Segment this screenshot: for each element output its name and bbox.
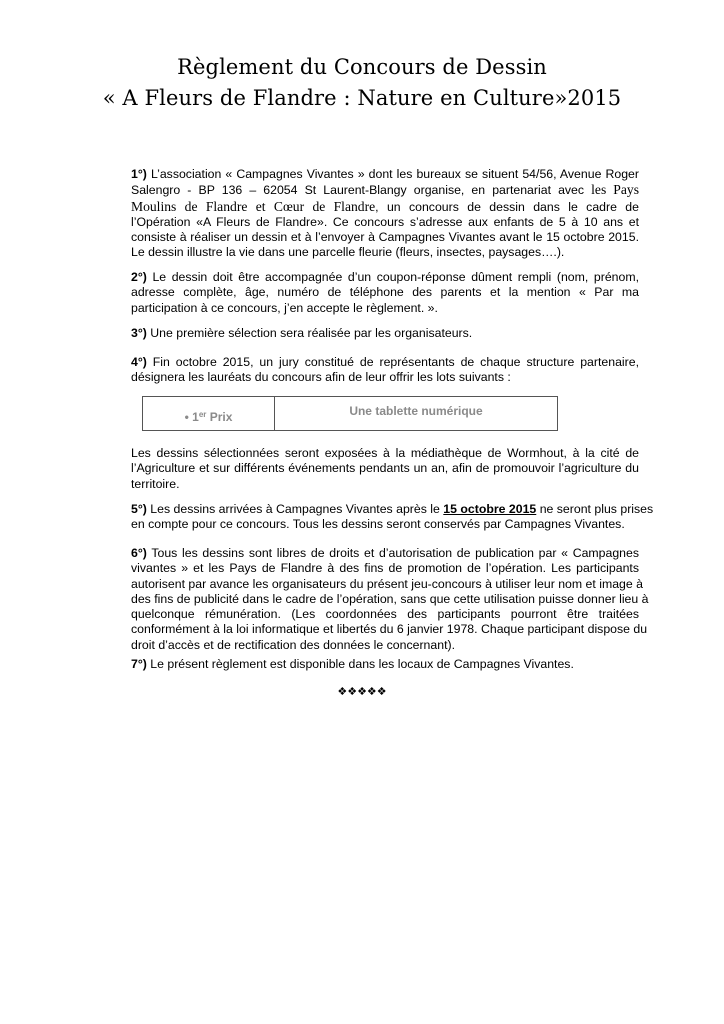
article-7-number: 7°) <box>131 657 147 671</box>
article-1-line: l’Opération «A Fleurs de Flandre». Ce concours s’adresse aux enfants de 5 à 10 ans et <box>131 214 639 229</box>
exhibition-line: territoire. <box>131 476 180 491</box>
article-6 <box>131 546 649 653</box>
article-2 <box>131 270 639 316</box>
bullet-icon: • <box>184 410 189 424</box>
article-1-line: L’association « Campagnes Vivantes » dont les bureaux se situent 54/56, Avenue Roger <box>150 167 639 181</box>
article-6-line: des fins de publicité dans le cadre de l’opération, sans que cette utilisation puisse donner lieu à <box>131 591 649 606</box>
article-2-number: 2°) <box>131 270 147 284</box>
article-1 <box>131 167 639 261</box>
article-5 <box>131 502 654 533</box>
article-3 <box>131 326 639 341</box>
article-6-line: conformément à la loi informatique et libertés du 6 janvier 1978. Chaque participant dispose du <box>131 622 648 637</box>
article-2-line: participation à ce concours, j’en accepte le règlement. ». <box>131 300 438 315</box>
article-3-text: Une première sélection sera réalisée par les organisateurs. <box>150 326 473 340</box>
article-4-line: désignera les lauréats du concours afin de leur offrir les lots suivants : <box>131 370 511 385</box>
document-title: Règlement du Concours de Dessin <box>177 55 547 79</box>
article-5-line: ne seront plus prises <box>539 502 654 516</box>
article-6-line: Tous les dessins sont libres de droits et d’autorisation de publication par « Campagnes <box>151 546 639 560</box>
article-2-line: adresse complète, âge, numéro de téléphone des parents et la mention « Par ma <box>131 285 639 300</box>
exhibition-line: Les dessins sélectionnées seront exposées à la médiathèque de Wormhout, à la cité de <box>131 446 639 460</box>
ornament-divider-icon: ❖❖❖❖❖ <box>337 685 387 698</box>
article-5-line: en compte pour ce concours. Tous les dessins seront conservés par Campagnes Vivantes. <box>131 517 625 532</box>
article-1-number: 1°) <box>131 167 147 181</box>
article-5-line: Les dessins arrivées à Campagnes Vivantes après le <box>150 502 440 516</box>
prize-rank-number: 1 <box>192 410 199 424</box>
prize-rank-word: Prix <box>209 410 233 424</box>
article-1-partner-text: Moulins de Flandre et Cœur de Flandre <box>131 198 376 214</box>
article-1-line: Le dessin illustre la vie dans une parcelle fleurie (fleurs, insectes, paysages….). <box>131 245 565 260</box>
exhibition-paragraph <box>131 446 639 492</box>
article-2-line: Le dessin doit être accompagnée d’un coupon-réponse dûment rempli (nom, prénom, <box>152 270 639 284</box>
article-6-line: autorisent par avance les organisateurs du présent jeu-concours à utiliser leur nom et image à <box>131 576 643 591</box>
prize-lot-cell: Une tablette numérique <box>349 404 483 418</box>
article-7-text: Le présent règlement est disponible dans les locaux de Campagnes Vivantes. <box>150 657 574 671</box>
article-6-line: droit d’accès et de rectification des données le concernant). <box>131 637 456 652</box>
prize-rank-suffix: er <box>198 410 207 419</box>
article-1-line: consiste à réaliser un dessin et à l’envoyer à Campagnes Vivantes avant le 15 octobre 2015. <box>131 230 639 245</box>
article-3-number: 3°) <box>131 326 147 340</box>
article-6-number: 6°) <box>131 546 147 560</box>
article-6-line: quelconque rémunération. (Les coordonnées des participants pourront être traitées <box>131 607 639 622</box>
article-6-line: vivantes » et les Pays de Flandre à des fins de promotion de l’opération. Les participants <box>131 561 639 576</box>
exhibition-line: l’Agriculture et sur différents événements pendants un an, afin de promouvoir l’agriculture du <box>131 461 639 476</box>
document-subtitle: « A Fleurs de Flandre : Nature en Culture»2015 <box>102 86 622 110</box>
article-1-line: , un concours de dessin dans le cadre de <box>375 199 639 214</box>
article-1-line: Salengro - BP 136 – 62054 St Laurent-Blangy organise, en partenariat avec <box>131 183 585 198</box>
article-1-partner-text: les Pays <box>591 182 639 198</box>
article-4-number: 4°) <box>131 355 147 369</box>
article-4-line: Fin octobre 2015, un jury constitué de représentants de chaque structure partenaire, <box>152 355 639 369</box>
deadline-date: 15 octobre 2015 <box>443 502 537 516</box>
article-7 <box>131 657 639 672</box>
article-5-number: 5°) <box>131 502 147 516</box>
prize-table <box>142 396 558 431</box>
prize-rank-cell <box>143 397 275 430</box>
article-4 <box>131 355 639 386</box>
